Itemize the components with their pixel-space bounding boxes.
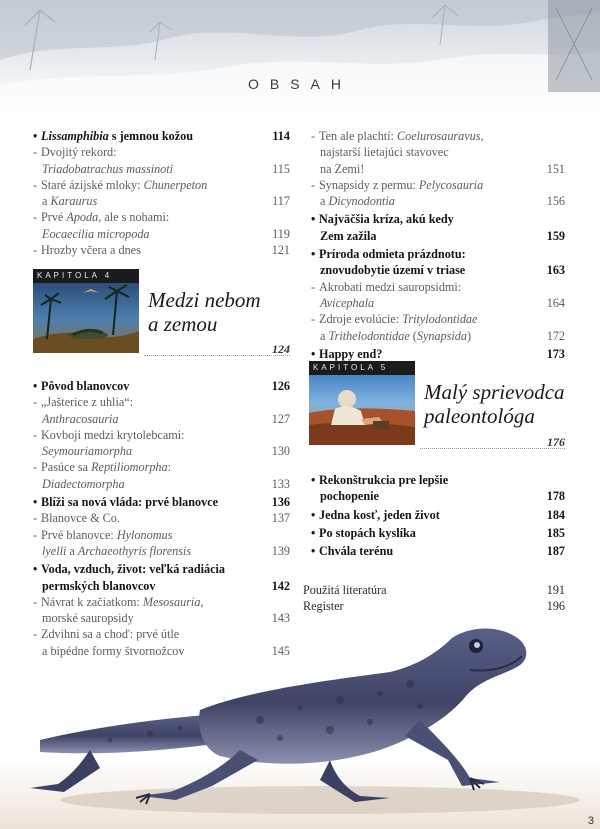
bullet-dot-icon: • bbox=[311, 346, 316, 361]
bullet-dash-icon: - bbox=[33, 427, 38, 442]
banner-landscape-illustration bbox=[0, 0, 600, 115]
toc-entry-text: a bbox=[42, 194, 51, 209]
toc-entry-text: Register bbox=[303, 599, 344, 614]
toc-entry-line bbox=[33, 494, 258, 510]
toc-entry-page: 117 bbox=[272, 194, 290, 209]
toc-entry-page: 178 bbox=[546, 489, 565, 504]
toc-entry bbox=[33, 378, 290, 394]
chapter-4-title bbox=[148, 288, 261, 336]
bullet-dot-icon: • bbox=[311, 212, 316, 227]
toc-entry-text: Karaurus bbox=[50, 194, 98, 209]
toc-left-top-list bbox=[33, 128, 290, 258]
toc-entry-line bbox=[311, 543, 533, 559]
chapter-5-title bbox=[424, 380, 565, 428]
bullet-dash-icon: - bbox=[33, 511, 38, 526]
toc-entry-line bbox=[33, 561, 258, 577]
toc-entry-text: Prvé bbox=[41, 210, 67, 225]
chapter-5-title-line1: Malý sprievodca bbox=[424, 380, 565, 404]
toc-entry-page: 115 bbox=[272, 161, 290, 176]
toc-entry-text: Staré ázijské mloky: bbox=[41, 177, 144, 192]
toc-entry-text: Tritylodontidae bbox=[402, 312, 478, 327]
toc-entry-line bbox=[33, 226, 258, 242]
toc-entry-text: Avicephala bbox=[320, 295, 375, 310]
bullet-dot-icon: • bbox=[311, 525, 316, 540]
lizard-illustration bbox=[0, 610, 600, 829]
toc-entry-page: 121 bbox=[271, 243, 290, 258]
chapter-5-title-line2: paleontológa bbox=[424, 404, 535, 428]
bullet-dash-icon: - bbox=[33, 627, 38, 642]
bullet-dash-icon: - bbox=[311, 129, 316, 143]
bullet-dash-icon: - bbox=[33, 395, 38, 410]
chapter-5-page: 176 bbox=[547, 435, 565, 449]
toc-entry-line bbox=[33, 394, 258, 410]
toc-entry-line bbox=[33, 594, 258, 610]
toc-entry-page: 133 bbox=[271, 476, 290, 491]
toc-entry-line bbox=[311, 328, 533, 344]
toc-entry-text: permských blanovcov bbox=[42, 578, 156, 593]
toc-entry bbox=[311, 472, 565, 505]
bullet-dot-icon: • bbox=[33, 562, 38, 577]
toc-entry-page: 185 bbox=[546, 525, 565, 540]
toc-entry-text: Zdvihni sa a choď: prvé útle bbox=[41, 627, 180, 642]
toc-entry-page: 187 bbox=[546, 544, 565, 559]
toc-entry-text: Eocaecilia micropoda bbox=[42, 226, 150, 241]
toc-entry bbox=[33, 177, 290, 210]
bullet-dash-icon: - bbox=[33, 145, 38, 160]
bullet-dot-icon: • bbox=[33, 379, 38, 393]
bullet-dash-icon: - bbox=[311, 177, 316, 192]
toc-entry-text: a bbox=[66, 543, 78, 558]
chapter-4-label: KAPITOLA 4 bbox=[33, 269, 139, 283]
toc-entry-text: Dicynodontia bbox=[328, 194, 395, 209]
toc-entry-line bbox=[33, 527, 258, 543]
toc-entry-text: Mesosauria bbox=[142, 594, 201, 609]
toc-entry-text: Príroda odmieta prázdnotu: bbox=[319, 247, 466, 262]
toc-entry-text: Zem zažila bbox=[320, 228, 377, 243]
toc-entry bbox=[311, 543, 565, 559]
chapter-4-block bbox=[33, 269, 290, 361]
toc-entry-text: Lissamphibia bbox=[41, 129, 109, 143]
toc-entry bbox=[311, 177, 565, 210]
toc-entry bbox=[311, 246, 565, 279]
toc-entry-text: , bbox=[480, 129, 484, 143]
toc-entry-page: 163 bbox=[546, 263, 565, 278]
toc-entry-text: Coelurosauravus bbox=[397, 129, 481, 143]
toc-entry-text: Seymouriamorpha bbox=[42, 444, 133, 459]
toc-entry-line bbox=[311, 193, 533, 209]
toc-entry-line bbox=[33, 443, 258, 459]
toc-entry-text: Kovboji medzi krytolebcami: bbox=[41, 427, 185, 442]
toc-entry-text: Anthracosauria bbox=[42, 411, 119, 426]
chapter-5-leader-dots bbox=[420, 448, 565, 449]
toc-entry bbox=[33, 128, 290, 144]
toc-entry-line bbox=[33, 128, 258, 144]
toc-entry-page: 196 bbox=[546, 599, 565, 614]
toc-entry-page: 173 bbox=[546, 346, 565, 361]
toc-entry bbox=[33, 209, 290, 242]
toc-entry bbox=[33, 459, 290, 492]
toc-entry-text: Pelycosauria bbox=[418, 177, 484, 192]
toc-entry-text: Synapsidy z permu: bbox=[319, 177, 419, 192]
bullet-dot-icon: • bbox=[311, 247, 316, 262]
toc-entry-text: Chvála terénu bbox=[319, 544, 394, 559]
toc-entry-page: 119 bbox=[272, 226, 290, 241]
toc-entry-text: Po stopách kyslíka bbox=[319, 525, 416, 540]
toc-entry-text: , bbox=[200, 594, 204, 609]
toc-entry bbox=[33, 242, 290, 258]
bullet-dash-icon: - bbox=[33, 243, 38, 258]
toc-entry-line bbox=[303, 582, 533, 598]
toc-entry-text: Reptiliomorpha bbox=[91, 460, 168, 475]
toc-entry-text: lyelli bbox=[42, 543, 67, 558]
chapter-4-title-line1: Medzi nebom bbox=[148, 288, 261, 312]
toc-entry-line bbox=[311, 128, 533, 144]
toc-entry bbox=[33, 527, 290, 560]
toc-entry-text: Hylonomus bbox=[116, 527, 173, 542]
toc-entry bbox=[33, 561, 290, 594]
toc-entry-text: Apoda bbox=[66, 210, 99, 225]
toc-entry bbox=[33, 510, 290, 526]
toc-entry-line bbox=[311, 211, 533, 227]
toc-entry-page: 159 bbox=[546, 228, 565, 243]
toc-entry-text: s jemnou kožou bbox=[108, 129, 194, 143]
bullet-dash-icon: - bbox=[311, 312, 316, 327]
toc-entry-text: , ale s nohami: bbox=[98, 210, 170, 225]
bullet-dash-icon: - bbox=[33, 527, 38, 542]
toc-entry-page: 136 bbox=[271, 495, 290, 510]
chapter-5-label: KAPITOLA 5 bbox=[309, 361, 415, 375]
toc-entry-text: a bbox=[320, 328, 329, 343]
toc-entry-text: Voda, vzduch, život: veľká radiácia bbox=[41, 562, 226, 577]
toc-entry-page: 143 bbox=[271, 611, 290, 626]
toc-right-top-list bbox=[311, 128, 565, 362]
toc-entry-line bbox=[311, 507, 533, 523]
toc-entry bbox=[311, 311, 565, 344]
bullet-dot-icon: • bbox=[33, 495, 38, 510]
toc-entry-page: 156 bbox=[546, 194, 565, 209]
toc-entry-line bbox=[311, 262, 533, 278]
toc-entry bbox=[311, 507, 565, 523]
top-banner bbox=[0, 0, 600, 115]
toc-entry bbox=[311, 128, 565, 177]
toc-entry-page: 145 bbox=[271, 643, 290, 658]
toc-entry-text: Diadectomorpha bbox=[42, 476, 125, 491]
toc-entry-text: Happy end? bbox=[319, 346, 383, 361]
toc-entry-line bbox=[311, 295, 533, 311]
bullet-dash-icon: - bbox=[33, 177, 38, 192]
toc-entry-line bbox=[33, 510, 258, 526]
bullet-dash-icon: - bbox=[33, 460, 38, 475]
toc-entry-line bbox=[311, 228, 533, 244]
bullet-dash-icon: - bbox=[33, 594, 38, 609]
toc-entry-text: a bipédne formy štvornožcov bbox=[42, 643, 185, 658]
toc-entry-text: znovudobytie území v triase bbox=[320, 263, 466, 278]
toc-entry-line bbox=[33, 242, 258, 258]
toc-entry-line bbox=[33, 578, 258, 594]
toc-entry-line bbox=[311, 161, 533, 177]
toc-entry-line bbox=[311, 279, 533, 295]
toc-entry-text: Rekonštrukcia pre lepšie bbox=[319, 473, 449, 487]
toc-entry-line bbox=[311, 346, 533, 362]
chapter-4-title-line2: a zemou bbox=[148, 312, 218, 336]
toc-entry-text: Pasúce sa bbox=[41, 460, 92, 475]
toc-entry bbox=[311, 525, 565, 541]
toc-entry-text: Zdroje evolúcie: bbox=[319, 312, 403, 327]
toc-entry-text: Trithelodontidae bbox=[328, 328, 410, 343]
toc-entry-page: 137 bbox=[271, 511, 290, 526]
toc-entry-line bbox=[33, 144, 258, 160]
toc-entry-text: pochopenie bbox=[320, 489, 379, 504]
toc-entry-line bbox=[311, 177, 533, 193]
toc-entry-line bbox=[33, 476, 258, 492]
toc-entry-line bbox=[33, 543, 258, 559]
toc-entry-text: Hrozby včera a dnes bbox=[41, 243, 141, 258]
toc-entry-page: 139 bbox=[271, 543, 290, 558]
toc-entry-line bbox=[33, 209, 258, 225]
toc-entry-line bbox=[33, 427, 258, 443]
toc-entry-text: Archaeothyris florensis bbox=[77, 543, 192, 558]
toc-entry-text: Najväčšia kríza, akú kedy bbox=[319, 212, 454, 227]
toc-entry-text: Chunerpeton bbox=[143, 177, 208, 192]
toc-entry-page: 151 bbox=[546, 161, 565, 176]
toc-entry-page: 114 bbox=[272, 129, 290, 143]
bullet-dot-icon: • bbox=[311, 544, 316, 559]
toc-entry bbox=[311, 346, 565, 362]
toc-entry-line bbox=[311, 144, 533, 160]
toc-entry-text: ) bbox=[466, 328, 472, 343]
toc-entry-text: Triadobatrachus massinoti bbox=[42, 161, 174, 176]
toc-entry-page: 127 bbox=[271, 411, 290, 426]
bullet-dot-icon: • bbox=[311, 507, 316, 522]
page-number: 3 bbox=[587, 815, 594, 827]
toc-entry-page: 184 bbox=[546, 507, 565, 522]
toc-entry-line bbox=[311, 246, 533, 262]
toc-entry bbox=[33, 144, 290, 177]
bullet-dot-icon: • bbox=[33, 129, 38, 143]
toc-entry-line bbox=[33, 378, 258, 394]
toc-entry-page: 191 bbox=[546, 583, 565, 597]
toc-entry-text: Ten ale plachtí: bbox=[319, 129, 397, 143]
toc-entry-text: Akrobati medzi sauropsidmi: bbox=[319, 279, 462, 294]
toc-entry-line bbox=[311, 472, 533, 488]
toc-entry-text: ( bbox=[409, 328, 417, 343]
toc-entry bbox=[311, 279, 565, 312]
toc-right-bottom-list bbox=[311, 472, 565, 559]
toc-entry-text: Prvé blanovce: bbox=[41, 527, 117, 542]
toc-entry-line bbox=[311, 525, 533, 541]
toc-entry-page: 164 bbox=[546, 295, 565, 310]
toc-entry bbox=[33, 494, 290, 510]
toc-entry-page: 126 bbox=[271, 379, 290, 393]
toc-entry-page: 142 bbox=[271, 578, 290, 593]
bullet-dot-icon: • bbox=[311, 473, 316, 487]
toc-entry-line bbox=[33, 161, 258, 177]
toc-entry-text: „Jašterice z uhlia“: bbox=[41, 395, 134, 410]
chapter-5-block bbox=[309, 361, 565, 453]
toc-entry-text: na Zemi! bbox=[320, 161, 365, 176]
toc-entry-text: morské sauropsidy bbox=[42, 611, 134, 626]
toc-entry bbox=[33, 394, 290, 427]
toc-entry-text: Použitá literatúra bbox=[303, 583, 387, 597]
toc-entry-text: Synapsida bbox=[416, 328, 467, 343]
toc-entry-page: 172 bbox=[546, 328, 565, 343]
toc-entry-text: : bbox=[167, 460, 171, 475]
toc-entry-line bbox=[33, 459, 258, 475]
chapter-4-page: 124 bbox=[272, 342, 290, 356]
bullet-dash-icon: - bbox=[33, 210, 38, 225]
toc-entry-line bbox=[311, 311, 533, 327]
toc-entry-page: 130 bbox=[271, 444, 290, 459]
toc-entry-text: Pôvod blanovcov bbox=[41, 379, 130, 393]
toc-entry-line bbox=[33, 411, 258, 427]
toc-entry-text: a bbox=[320, 194, 329, 209]
toc-entry-line bbox=[33, 177, 258, 193]
toc-entry bbox=[311, 211, 565, 244]
toc-entry-line bbox=[33, 193, 258, 209]
toc-entry-text: najstarší lietajúci stavovec bbox=[320, 145, 449, 160]
toc-entry-text: Blanovce & Co. bbox=[41, 511, 120, 526]
toc-entry bbox=[303, 582, 565, 598]
toc-entry-line bbox=[311, 488, 533, 504]
toc-entry-text: Návrat k začiatkom: bbox=[41, 594, 143, 609]
toc-entry-text: Blíži sa nová vláda: prvé blanovce bbox=[41, 495, 219, 510]
bullet-dash-icon: - bbox=[311, 279, 316, 294]
toc-entry bbox=[33, 427, 290, 460]
toc-entry-text: Jedna kosť, jeden život bbox=[319, 507, 440, 522]
toc-entry-text: Dvojitý rekord: bbox=[41, 145, 117, 160]
chapter-4-leader-dots bbox=[144, 355, 290, 356]
page-title: OBSAH bbox=[247, 76, 352, 92]
